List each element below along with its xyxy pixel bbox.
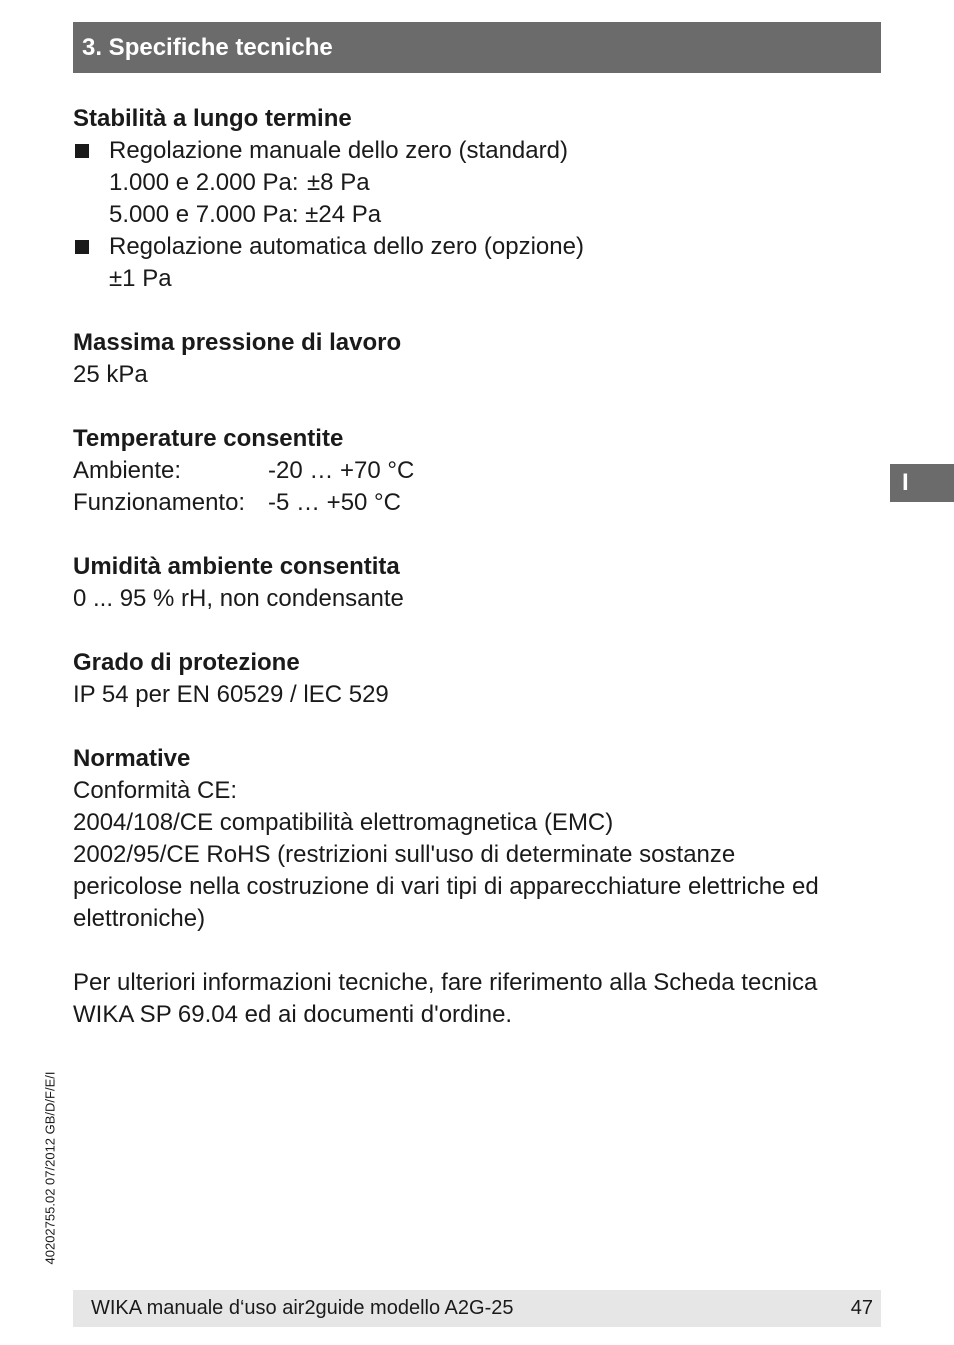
temperature-heading: Temperature consentite: [73, 425, 344, 452]
row-label: Ambiente:: [73, 457, 182, 484]
section-title: 3. Specifiche tecniche: [82, 33, 333, 61]
row-value: ±24 Pa: [305, 201, 382, 228]
protection-value: IP 54 per EN 60529 / lEC 529: [73, 681, 389, 708]
bullet-text: Regolazione automatica dello zero (opzione): [109, 233, 584, 260]
bullet-item: [73, 231, 873, 263]
section-header: [73, 22, 881, 73]
bullet-item: [73, 135, 873, 167]
spec-content: [73, 103, 873, 1031]
max-pressure-heading: Massima pressione di lavoro: [73, 329, 402, 356]
square-bullet-icon: [75, 144, 89, 158]
info-line: Per ulteriori informazioni tecniche, fare riferimento alla Scheda tecnica: [73, 969, 818, 996]
square-bullet-icon: [75, 240, 89, 254]
protection-heading: Grado di protezione: [73, 649, 300, 676]
page-number: 47: [850, 1297, 873, 1319]
standards-line: 2004/108/CE compatibilità elettromagnetica (EMC): [73, 809, 614, 836]
standards-line: Conformità CE:: [73, 777, 238, 804]
language-tab: I: [890, 464, 954, 502]
spec-row: [73, 199, 873, 231]
standards-line: pericolose nella costruzione di vari tipi di apparecchiature elettriche ed: [73, 873, 819, 900]
humidity-value: 0 ... 95 % rH, non condensante: [73, 585, 404, 612]
standards-heading: Normative: [73, 745, 191, 772]
info-line: WIKA SP 69.04 ed ai documenti d'ordine.: [73, 1001, 513, 1028]
spec-value: ±1 Pa: [109, 265, 172, 292]
stability-heading: Stabilità a lungo termine: [73, 105, 352, 132]
humidity-heading: Umidità ambiente consentita: [73, 553, 400, 580]
temperature-row: [73, 455, 873, 487]
standards-line: elettroniche): [73, 905, 206, 932]
temperature-row: [73, 487, 873, 519]
spec-row: [73, 167, 873, 199]
row-label: 5.000 e 7.000 Pa:: [109, 201, 299, 228]
max-pressure-value: 25 kPa: [73, 361, 148, 388]
standards-line: 2002/95/CE RoHS (restrizioni sull'uso di determinate sostanze: [73, 841, 736, 868]
page-footer: [73, 1290, 881, 1327]
document-code: 40202755.02 07/2012 GB/D/F/E/I: [42, 1071, 58, 1265]
row-value: -5 … +50 °C: [268, 489, 401, 516]
row-value: -20 … +70 °C: [268, 457, 415, 484]
footer-text: WIKA manuale d‘uso air2guide modello A2G-25: [91, 1297, 514, 1319]
row-label: 1.000 e 2.000 Pa:: [109, 169, 299, 196]
row-value: ±8 Pa: [307, 169, 370, 196]
bullet-text: Regolazione manuale dello zero (standard): [109, 137, 568, 164]
row-label: Funzionamento:: [73, 489, 246, 516]
